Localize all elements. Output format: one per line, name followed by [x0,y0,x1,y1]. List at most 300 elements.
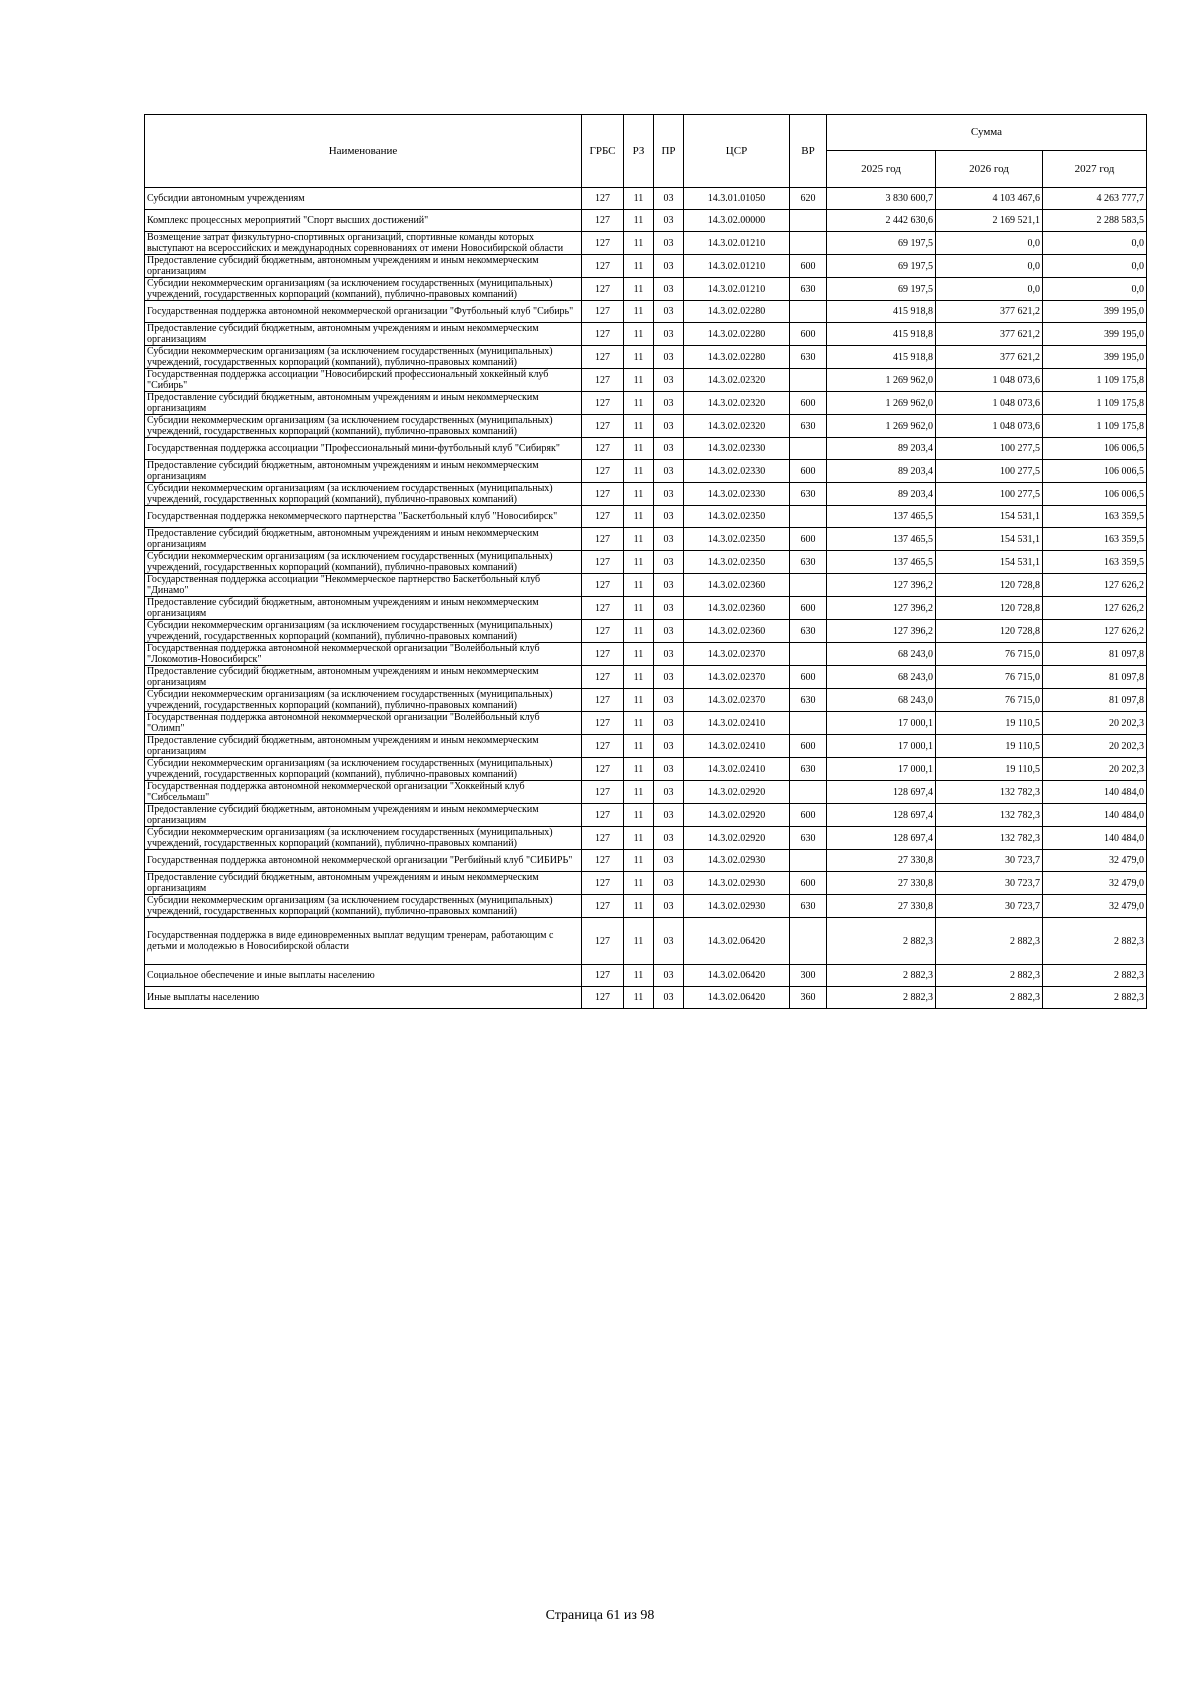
cell-name: Субсидии некоммерческим организациям (за исключением государственных (муниципальных) учреждений, государственных корпораций (компаний), публично-правовых компаний) [145,689,582,712]
cell-csr: 14.3.02.02320 [684,369,790,392]
cell-sum-2025: 17 000,1 [827,735,936,758]
cell-sum-2025: 68 243,0 [827,689,936,712]
cell-sum-2025: 1 269 962,0 [827,415,936,438]
cell-sum-2026: 2 882,3 [936,965,1043,987]
cell-sum-2025: 2 882,3 [827,918,936,965]
table-row [145,895,1147,918]
cell-pr: 03 [654,188,684,210]
table-row [145,827,1147,850]
cell-pr: 03 [654,689,684,712]
cell-vr [790,850,827,872]
cell-sum-2026: 0,0 [936,232,1043,255]
cell-rz: 11 [624,483,654,506]
cell-csr: 14.3.02.02360 [684,620,790,643]
cell-pr: 03 [654,827,684,850]
cell-grbs: 127 [582,872,624,895]
cell-sum-2025: 27 330,8 [827,872,936,895]
cell-name: Государственная поддержка автономной некоммерческой организации "Волейбольный клуб "Олимп" [145,712,582,735]
cell-pr: 03 [654,369,684,392]
cell-vr [790,232,827,255]
cell-name: Субсидии некоммерческим организациям (за исключением государственных (муниципальных) учреждений, государственных корпораций (компаний), публично-правовых компаний) [145,278,582,301]
cell-sum-2026: 76 715,0 [936,689,1043,712]
cell-sum-2026: 30 723,7 [936,895,1043,918]
cell-pr: 03 [654,323,684,346]
cell-rz: 11 [624,987,654,1009]
cell-pr: 03 [654,210,684,232]
cell-sum-2027: 1 109 175,8 [1043,369,1147,392]
cell-rz: 11 [624,620,654,643]
cell-vr: 630 [790,483,827,506]
cell-vr [790,210,827,232]
cell-sum-2027: 32 479,0 [1043,850,1147,872]
cell-grbs: 127 [582,597,624,620]
cell-vr: 600 [790,392,827,415]
cell-sum-2026: 1 048 073,6 [936,415,1043,438]
cell-pr: 03 [654,643,684,666]
table-row [145,643,1147,666]
cell-name: Государственная поддержка автономной некоммерческой организации "Хоккейный клуб "Сибсельмаш" [145,781,582,804]
budget-table-body [145,188,1147,1009]
cell-sum-2025: 1 269 962,0 [827,392,936,415]
cell-sum-2026: 120 728,8 [936,574,1043,597]
cell-sum-2025: 128 697,4 [827,827,936,850]
cell-name: Предоставление субсидий бюджетным, автономным учреждениям и иным некоммерческим организациям [145,460,582,483]
cell-sum-2025: 137 465,5 [827,506,936,528]
cell-sum-2026: 19 110,5 [936,758,1043,781]
cell-name: Социальное обеспечение и иные выплаты населению [145,965,582,987]
cell-sum-2026: 132 782,3 [936,827,1043,850]
cell-vr: 600 [790,872,827,895]
cell-sum-2027: 127 626,2 [1043,597,1147,620]
cell-rz: 11 [624,415,654,438]
cell-csr: 14.3.02.02280 [684,301,790,323]
cell-csr: 14.3.02.02330 [684,438,790,460]
cell-sum-2026: 2 882,3 [936,987,1043,1009]
cell-grbs: 127 [582,987,624,1009]
cell-name: Субсидии некоммерческим организациям (за исключением государственных (муниципальных) учреждений, государственных корпораций (компаний), публично-правовых компаний) [145,483,582,506]
cell-name: Государственная поддержка некоммерческого партнерства "Баскетбольный клуб "Новосибирск" [145,506,582,528]
cell-rz: 11 [624,301,654,323]
cell-csr: 14.3.02.02350 [684,528,790,551]
cell-grbs: 127 [582,918,624,965]
cell-sum-2026: 2 169 521,1 [936,210,1043,232]
page-number: Страница 61 из 98 [545,1608,655,1623]
table-row [145,758,1147,781]
cell-pr: 03 [654,551,684,574]
cell-sum-2027: 0,0 [1043,232,1147,255]
cell-sum-2026: 377 621,2 [936,346,1043,369]
cell-rz: 11 [624,346,654,369]
cell-grbs: 127 [582,438,624,460]
cell-vr [790,918,827,965]
cell-sum-2025: 89 203,4 [827,483,936,506]
cell-csr: 14.3.02.02930 [684,872,790,895]
cell-pr: 03 [654,415,684,438]
cell-rz: 11 [624,551,654,574]
cell-sum-2025: 127 396,2 [827,620,936,643]
cell-pr: 03 [654,301,684,323]
cell-csr: 14.3.02.00000 [684,210,790,232]
cell-sum-2025: 27 330,8 [827,895,936,918]
cell-sum-2027: 20 202,3 [1043,735,1147,758]
table-row [145,188,1147,210]
cell-sum-2026: 377 621,2 [936,323,1043,346]
cell-pr: 03 [654,872,684,895]
cell-csr: 14.3.02.02320 [684,392,790,415]
cell-grbs: 127 [582,346,624,369]
cell-sum-2027: 2 882,3 [1043,965,1147,987]
cell-rz: 11 [624,781,654,804]
cell-pr: 03 [654,918,684,965]
cell-sum-2025: 68 243,0 [827,666,936,689]
cell-grbs: 127 [582,643,624,666]
cell-vr: 630 [790,620,827,643]
cell-grbs: 127 [582,574,624,597]
cell-grbs: 127 [582,804,624,827]
cell-csr: 14.3.02.02920 [684,804,790,827]
cell-grbs: 127 [582,620,624,643]
cell-sum-2026: 100 277,5 [936,460,1043,483]
cell-sum-2025: 17 000,1 [827,712,936,735]
cell-sum-2027: 32 479,0 [1043,895,1147,918]
cell-sum-2027: 140 484,0 [1043,804,1147,827]
cell-vr [790,574,827,597]
cell-sum-2026: 30 723,7 [936,872,1043,895]
cell-grbs: 127 [582,528,624,551]
cell-name: Предоставление субсидий бюджетным, автономным учреждениям и иным некоммерческим организациям [145,392,582,415]
cell-name: Субсидии некоммерческим организациям (за исключением государственных (муниципальных) учреждений, государственных корпораций (компаний), публично-правовых компаний) [145,620,582,643]
table-row [145,323,1147,346]
cell-pr: 03 [654,574,684,597]
cell-sum-2027: 2 882,3 [1043,987,1147,1009]
cell-csr: 14.3.02.02930 [684,895,790,918]
cell-vr: 630 [790,278,827,301]
cell-sum-2027: 106 006,5 [1043,483,1147,506]
cell-vr: 300 [790,965,827,987]
cell-vr: 600 [790,666,827,689]
table-row [145,804,1147,827]
cell-csr: 14.3.02.02360 [684,597,790,620]
cell-csr: 14.3.02.02410 [684,735,790,758]
cell-sum-2025: 137 465,5 [827,551,936,574]
cell-name: Предоставление субсидий бюджетным, автономным учреждениям и иным некоммерческим организациям [145,735,582,758]
cell-csr: 14.3.02.02330 [684,483,790,506]
cell-vr [790,643,827,666]
cell-sum-2027: 106 006,5 [1043,438,1147,460]
cell-pr: 03 [654,506,684,528]
cell-sum-2025: 3 830 600,7 [827,188,936,210]
cell-sum-2025: 128 697,4 [827,804,936,827]
header-sum: Сумма [827,115,1147,151]
cell-vr: 630 [790,758,827,781]
cell-pr: 03 [654,850,684,872]
cell-vr: 630 [790,827,827,850]
header-vr: ВР [790,115,827,188]
cell-sum-2025: 2 882,3 [827,987,936,1009]
cell-pr: 03 [654,987,684,1009]
cell-grbs: 127 [582,255,624,278]
cell-sum-2026: 19 110,5 [936,712,1043,735]
cell-pr: 03 [654,804,684,827]
cell-grbs: 127 [582,735,624,758]
cell-pr: 03 [654,620,684,643]
cell-sum-2027: 106 006,5 [1043,460,1147,483]
cell-csr: 14.3.02.02330 [684,460,790,483]
cell-sum-2025: 69 197,5 [827,278,936,301]
table-row [145,620,1147,643]
cell-pr: 03 [654,255,684,278]
cell-vr: 600 [790,323,827,346]
cell-rz: 11 [624,666,654,689]
cell-name: Государственная поддержка ассоциации "Новосибирский профессиональный хоккейный клуб "Сибирь" [145,369,582,392]
cell-sum-2027: 399 195,0 [1043,301,1147,323]
cell-rz: 11 [624,735,654,758]
cell-pr: 03 [654,712,684,735]
cell-csr: 14.3.02.02350 [684,551,790,574]
cell-vr: 630 [790,689,827,712]
cell-rz: 11 [624,210,654,232]
cell-name: Государственная поддержка автономной некоммерческой организации "Волейбольный клуб "Локомотив-Новосибирск" [145,643,582,666]
cell-sum-2027: 4 263 777,7 [1043,188,1147,210]
cell-sum-2026: 120 728,8 [936,597,1043,620]
cell-sum-2026: 2 882,3 [936,918,1043,965]
cell-grbs: 127 [582,460,624,483]
cell-rz: 11 [624,872,654,895]
cell-sum-2025: 1 269 962,0 [827,369,936,392]
cell-grbs: 127 [582,895,624,918]
cell-name: Предоставление субсидий бюджетным, автономным учреждениям и иным некоммерческим организациям [145,597,582,620]
cell-csr: 14.3.02.02370 [684,666,790,689]
cell-vr [790,369,827,392]
cell-csr: 14.3.02.02370 [684,689,790,712]
cell-name: Субсидии некоммерческим организациям (за исключением государственных (муниципальных) учреждений, государственных корпораций (компаний), публично-правовых компаний) [145,895,582,918]
cell-vr [790,301,827,323]
cell-csr: 14.3.02.02350 [684,506,790,528]
cell-sum-2025: 127 396,2 [827,597,936,620]
cell-sum-2025: 17 000,1 [827,758,936,781]
cell-sum-2027: 20 202,3 [1043,712,1147,735]
cell-sum-2026: 377 621,2 [936,301,1043,323]
cell-name: Субсидии некоммерческим организациям (за исключением государственных (муниципальных) учреждений, государственных корпораций (компаний), публично-правовых компаний) [145,827,582,850]
cell-csr: 14.3.02.02920 [684,781,790,804]
cell-csr: 14.3.02.06420 [684,918,790,965]
cell-name: Предоставление субсидий бюджетным, автономным учреждениям и иным некоммерческим организациям [145,323,582,346]
cell-rz: 11 [624,804,654,827]
cell-csr: 14.3.02.06420 [684,965,790,987]
cell-csr: 14.3.02.01210 [684,255,790,278]
cell-name: Субсидии автономным учреждениям [145,188,582,210]
header-csr: ЦСР [684,115,790,188]
table-row [145,438,1147,460]
table-row [145,460,1147,483]
cell-sum-2026: 132 782,3 [936,781,1043,804]
cell-sum-2026: 0,0 [936,278,1043,301]
cell-pr: 03 [654,460,684,483]
cell-sum-2025: 2 882,3 [827,965,936,987]
cell-sum-2026: 132 782,3 [936,804,1043,827]
cell-vr [790,506,827,528]
table-row [145,597,1147,620]
cell-csr: 14.3.02.02360 [684,574,790,597]
table-row [145,528,1147,551]
cell-sum-2027: 399 195,0 [1043,346,1147,369]
cell-rz: 11 [624,255,654,278]
cell-rz: 11 [624,528,654,551]
cell-grbs: 127 [582,301,624,323]
cell-rz: 11 [624,712,654,735]
cell-vr [790,781,827,804]
cell-rz: 11 [624,827,654,850]
cell-name: Государственная поддержка в виде единовременных выплат ведущим тренерам, работающим с детьми и молодежью в Новосибирской области [145,918,582,965]
cell-grbs: 127 [582,415,624,438]
table-row [145,392,1147,415]
table-row [145,781,1147,804]
table-row [145,415,1147,438]
cell-rz: 11 [624,506,654,528]
cell-sum-2026: 76 715,0 [936,643,1043,666]
cell-grbs: 127 [582,965,624,987]
table-row [145,232,1147,255]
cell-rz: 11 [624,369,654,392]
cell-grbs: 127 [582,188,624,210]
cell-csr: 14.3.02.02410 [684,712,790,735]
table-row [145,712,1147,735]
header-name: Наименование [145,115,582,188]
cell-csr: 14.3.01.01050 [684,188,790,210]
cell-sum-2025: 127 396,2 [827,574,936,597]
cell-sum-2027: 399 195,0 [1043,323,1147,346]
cell-sum-2027: 140 484,0 [1043,827,1147,850]
cell-vr: 600 [790,735,827,758]
cell-name: Субсидии некоммерческим организациям (за исключением государственных (муниципальных) учреждений, государственных корпораций (компаний), публично-правовых компаний) [145,346,582,369]
cell-sum-2026: 30 723,7 [936,850,1043,872]
cell-grbs: 127 [582,758,624,781]
cell-grbs: 127 [582,712,624,735]
cell-rz: 11 [624,574,654,597]
cell-sum-2025: 415 918,8 [827,346,936,369]
cell-name: Предоставление субсидий бюджетным, автономным учреждениям и иным некоммерческим организациям [145,666,582,689]
table-row [145,255,1147,278]
cell-grbs: 127 [582,232,624,255]
cell-sum-2025: 415 918,8 [827,323,936,346]
cell-csr: 14.3.02.06420 [684,987,790,1009]
cell-sum-2027: 1 109 175,8 [1043,392,1147,415]
cell-sum-2025: 27 330,8 [827,850,936,872]
cell-rz: 11 [624,438,654,460]
table-row [145,689,1147,712]
cell-sum-2025: 128 697,4 [827,781,936,804]
cell-pr: 03 [654,965,684,987]
cell-pr: 03 [654,895,684,918]
cell-rz: 11 [624,188,654,210]
cell-vr: 360 [790,987,827,1009]
cell-sum-2025: 69 197,5 [827,255,936,278]
cell-sum-2025: 2 442 630,6 [827,210,936,232]
table-row [145,278,1147,301]
cell-grbs: 127 [582,689,624,712]
cell-pr: 03 [654,666,684,689]
table-row [145,346,1147,369]
header-year-2026: 2026 год [936,151,1043,188]
cell-vr: 620 [790,188,827,210]
cell-sum-2027: 127 626,2 [1043,574,1147,597]
cell-rz: 11 [624,597,654,620]
cell-sum-2025: 415 918,8 [827,301,936,323]
cell-sum-2027: 163 359,5 [1043,506,1147,528]
cell-name: Субсидии некоммерческим организациям (за исключением государственных (муниципальных) учреждений, государственных корпораций (компаний), публично-правовых компаний) [145,551,582,574]
cell-csr: 14.3.02.02320 [684,415,790,438]
cell-sum-2027: 81 097,8 [1043,666,1147,689]
cell-vr [790,712,827,735]
table-row [145,483,1147,506]
cell-rz: 11 [624,758,654,781]
cell-sum-2027: 1 109 175,8 [1043,415,1147,438]
cell-grbs: 127 [582,850,624,872]
cell-vr: 630 [790,551,827,574]
table-row [145,574,1147,597]
header-year-2027: 2027 год [1043,151,1147,188]
cell-rz: 11 [624,643,654,666]
cell-sum-2026: 76 715,0 [936,666,1043,689]
table-row [145,666,1147,689]
cell-name: Предоставление субсидий бюджетным, автономным учреждениям и иным некоммерческим организациям [145,872,582,895]
cell-name: Государственная поддержка ассоциации "Профессиональный мини-футбольный клуб "Сибиряк" [145,438,582,460]
cell-name: Государственная поддержка автономной некоммерческой организации "Футбольный клуб "Сибирь" [145,301,582,323]
cell-rz: 11 [624,689,654,712]
cell-sum-2025: 137 465,5 [827,528,936,551]
cell-sum-2026: 154 531,1 [936,528,1043,551]
table-row [145,735,1147,758]
cell-pr: 03 [654,528,684,551]
cell-sum-2025: 89 203,4 [827,438,936,460]
cell-pr: 03 [654,232,684,255]
cell-rz: 11 [624,895,654,918]
cell-sum-2025: 68 243,0 [827,643,936,666]
cell-sum-2027: 81 097,8 [1043,643,1147,666]
cell-sum-2026: 120 728,8 [936,620,1043,643]
cell-sum-2026: 154 531,1 [936,506,1043,528]
cell-pr: 03 [654,781,684,804]
cell-sum-2027: 0,0 [1043,255,1147,278]
cell-sum-2027: 20 202,3 [1043,758,1147,781]
cell-vr: 630 [790,895,827,918]
cell-sum-2026: 100 277,5 [936,483,1043,506]
table-row [145,210,1147,232]
cell-pr: 03 [654,735,684,758]
cell-name: Предоставление субсидий бюджетным, автономным учреждениям и иным некоммерческим организациям [145,804,582,827]
cell-vr: 600 [790,528,827,551]
cell-sum-2027: 2 882,3 [1043,918,1147,965]
cell-vr: 630 [790,346,827,369]
header-year-2025: 2025 год [827,151,936,188]
cell-grbs: 127 [582,369,624,392]
cell-pr: 03 [654,346,684,369]
cell-rz: 11 [624,965,654,987]
cell-sum-2027: 2 288 583,5 [1043,210,1147,232]
cell-rz: 11 [624,850,654,872]
cell-name: Комплекс процессных мероприятий "Спорт высших достижений" [145,210,582,232]
cell-csr: 14.3.02.02280 [684,346,790,369]
cell-csr: 14.3.02.01210 [684,232,790,255]
cell-grbs: 127 [582,483,624,506]
cell-name: Субсидии некоммерческим организациям (за исключением государственных (муниципальных) учреждений, государственных корпораций (компаний), публично-правовых компаний) [145,415,582,438]
cell-csr: 14.3.02.02370 [684,643,790,666]
cell-sum-2027: 32 479,0 [1043,872,1147,895]
cell-pr: 03 [654,438,684,460]
cell-sum-2026: 1 048 073,6 [936,369,1043,392]
cell-name: Иные выплаты населению [145,987,582,1009]
cell-grbs: 127 [582,392,624,415]
